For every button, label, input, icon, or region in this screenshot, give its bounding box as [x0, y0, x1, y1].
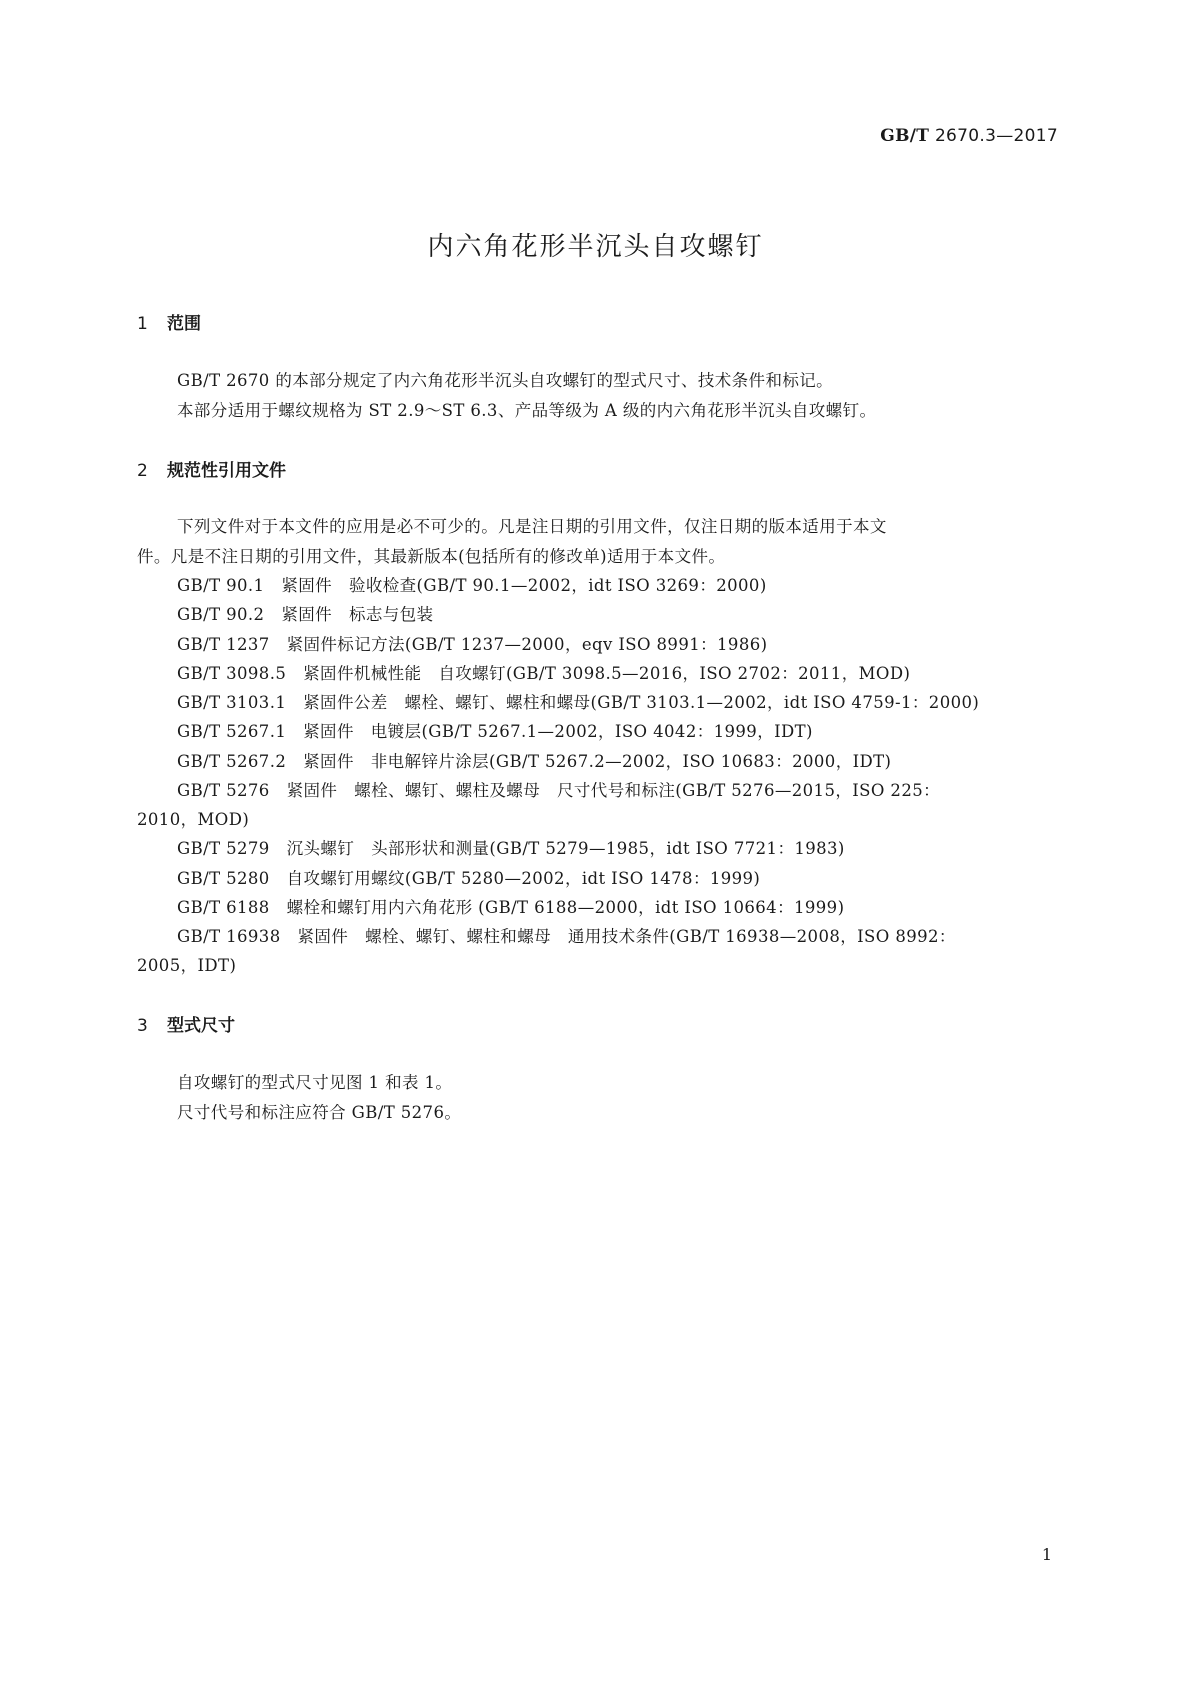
reference-item: GB/T 6188 螺栓和螺钉用内六角花形 (GB/T 6188—2000，idt ISO 10664：1999) [177, 898, 845, 917]
paragraph-line: 本部分适用于螺纹规格为 ST 2.9～ST 6.3、产品等级为 A 级的内六角花形半沉头自攻螺钉。 [177, 401, 877, 420]
section-title: 规范性引用文件 [167, 461, 286, 481]
section-2-heading [137, 456, 286, 481]
reference-item: GB/T 5276 紧固件 螺栓、螺钉、螺柱及螺母 尺寸代号和标注(GB/T 5276—2015，ISO 225： [177, 781, 941, 800]
paragraph-line: GB/T 2670 的本部分规定了内六角花形半沉头自攻螺钉的型式尺寸、技术条件和标记。 [177, 371, 834, 390]
reference-item-continuation: 2010，MOD) [137, 810, 250, 829]
document-code-prefix: GB/T [880, 126, 930, 146]
document-code-number: 2670.3—2017 [929, 126, 1058, 146]
reference-item: GB/T 3103.1 紧固件公差 螺栓、螺钉、螺柱和螺母(GB/T 3103.1—2002，idt ISO 4759-1：2000) [177, 693, 980, 712]
reference-item: GB/T 90.1 紧固件 验收检查(GB/T 90.1—2002，idt ISO 3269：2000) [177, 576, 767, 595]
paragraph-line: 下列文件对于本文件的应用是必不可少的。凡是注日期的引用文件，仅注日期的版本适用于本文 [177, 517, 887, 536]
document-code [880, 126, 1058, 146]
reference-item: GB/T 90.2 紧固件 标志与包装 [177, 605, 434, 624]
reference-item: GB/T 3098.5 紧固件机械性能 自攻螺钉(GB/T 3098.5—2016，ISO 2702：2011，MOD) [177, 664, 911, 683]
reference-item: GB/T 5279 沉头螺钉 头部形状和测量(GB/T 5279—1985，idt ISO 7721：1983) [177, 839, 845, 858]
reference-item: GB/T 1237 紧固件标记方法(GB/T 1237—2000，eqv ISO 8991：1986) [177, 635, 768, 654]
paragraph-line: 尺寸代号和标注应符合 GB/T 5276。 [177, 1103, 462, 1122]
section-number: 3 [137, 1016, 148, 1036]
page-number: 1 [1041, 1545, 1052, 1564]
reference-item: GB/T 5267.1 紧固件 电镀层(GB/T 5267.1—2002，ISO 4042：1999，IDT) [177, 722, 813, 741]
reference-item: GB/T 5280 自攻螺钉用螺纹(GB/T 5280—2002，idt ISO 1478：1999) [177, 869, 761, 888]
section-title: 型式尺寸 [167, 1016, 235, 1036]
section-3-heading [137, 1011, 235, 1036]
section-number: 1 [137, 314, 148, 334]
section-title: 范围 [167, 314, 201, 334]
reference-item: GB/T 16938 紧固件 螺栓、螺钉、螺柱和螺母 通用技术条件(GB/T 16938—2008，ISO 8992： [177, 927, 956, 946]
document-title: 内六角花形半沉头自攻螺钉 [427, 232, 764, 262]
section-number: 2 [137, 461, 148, 481]
reference-item: GB/T 5267.2 紧固件 非电解锌片涂层(GB/T 5267.2—2002，ISO 10683：2000，IDT) [177, 752, 892, 771]
section-1-heading [137, 309, 201, 334]
paragraph-line: 件。凡是不注日期的引用文件，其最新版本(包括所有的修改单)适用于本文件。 [137, 547, 726, 566]
reference-item-continuation: 2005，IDT) [137, 956, 237, 975]
paragraph-line: 自攻螺钉的型式尺寸见图 1 和表 1。 [177, 1073, 453, 1092]
